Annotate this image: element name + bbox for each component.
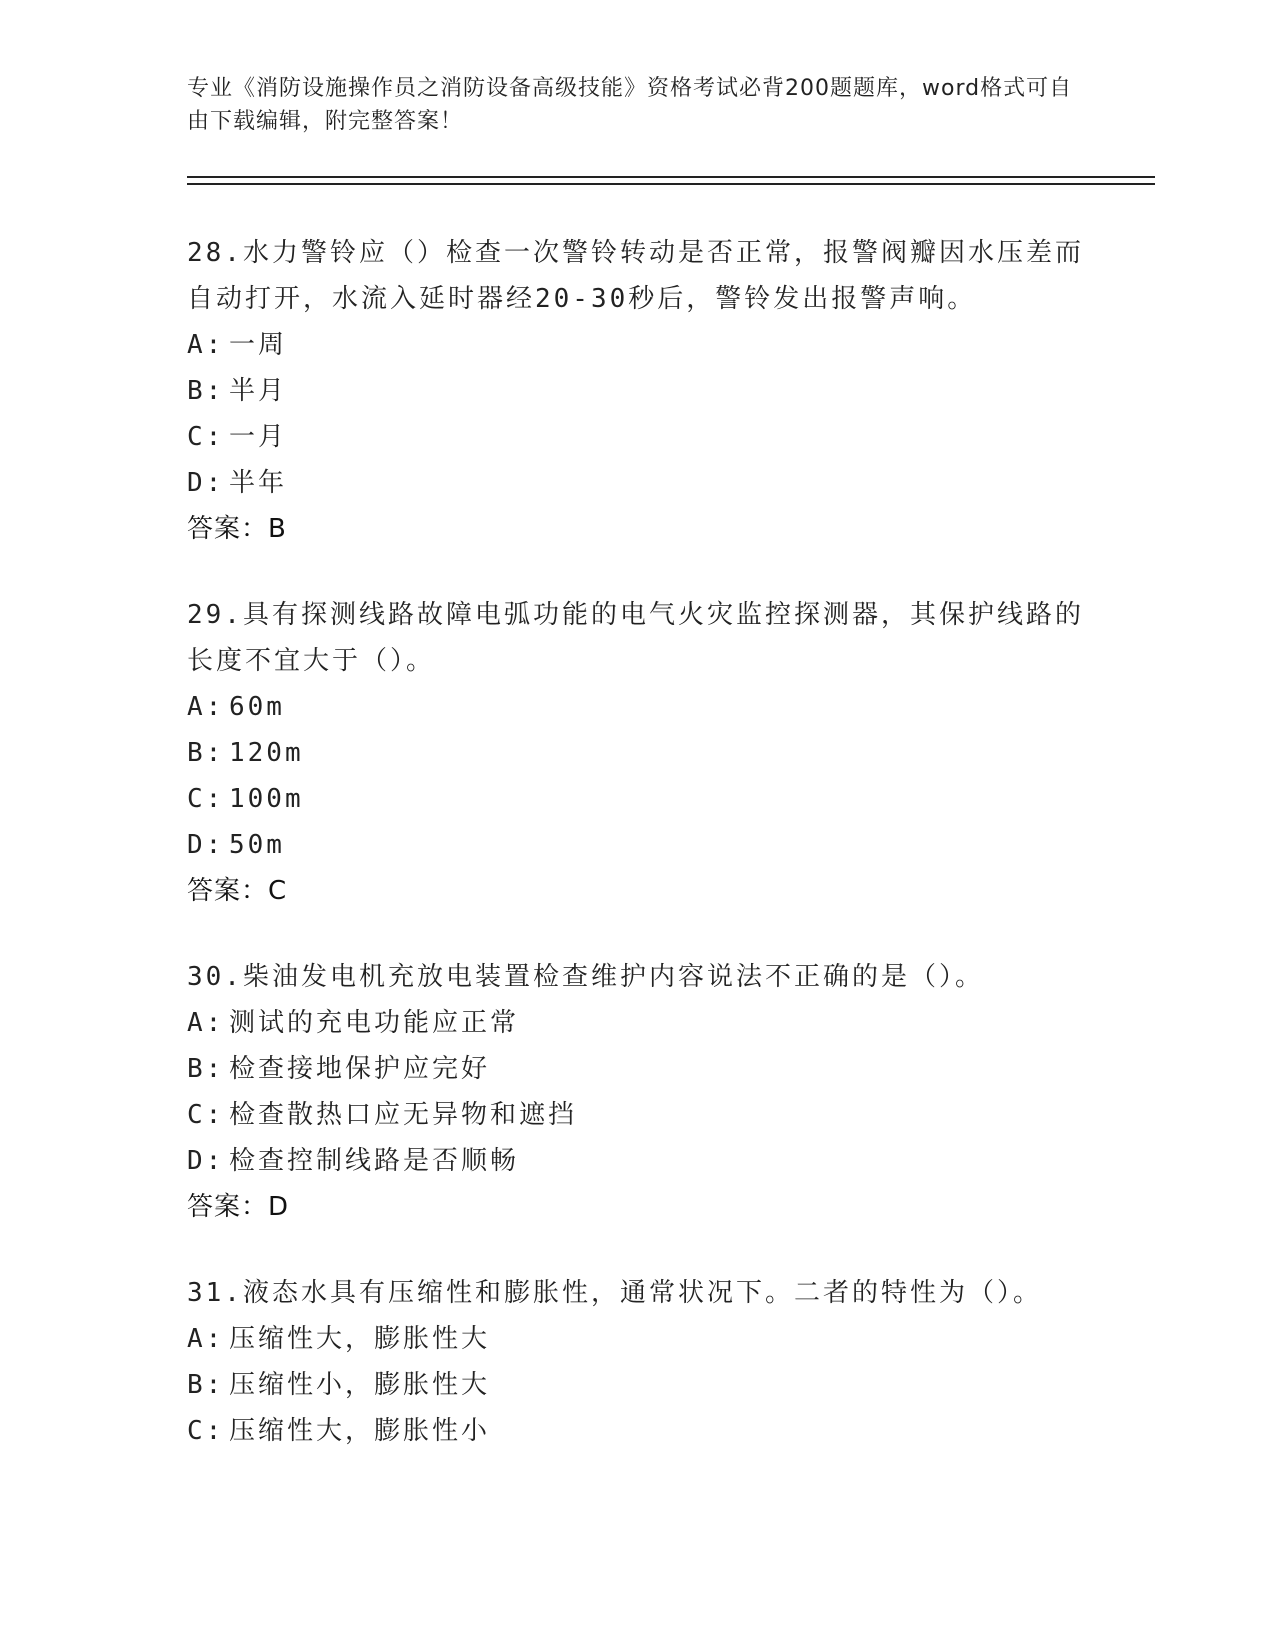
option-d [187, 460, 1087, 506]
option-text: 压缩性大，膨胀性小 [229, 1416, 491, 1446]
question-28 [187, 230, 1087, 552]
option-letter: A: [187, 692, 225, 722]
option-text: 120m [229, 738, 304, 768]
answer-line: 答案：C [187, 876, 288, 906]
option-a [187, 684, 1087, 730]
option-letter: A: [187, 1008, 225, 1038]
option-letter: D: [187, 468, 225, 498]
option-letter: C: [187, 784, 225, 814]
option-letter: A: [187, 1324, 225, 1354]
option-text: 压缩性大，膨胀性大 [229, 1324, 491, 1354]
question-29 [187, 592, 1087, 914]
option-c [187, 1408, 1087, 1454]
option-c [187, 776, 1087, 822]
option-b [187, 730, 1087, 776]
option-b [187, 1362, 1087, 1408]
document-intro: 专业《消防设施操作员之消防设备高级技能》资格考试必背200题题库，word格式可自由下载编辑，附完整答案！ [187, 76, 1073, 134]
option-text: 半月 [229, 376, 288, 406]
option-c [187, 1092, 1087, 1138]
option-text: 测试的充电功能应正常 [229, 1008, 520, 1038]
option-letter: B: [187, 1370, 225, 1400]
option-letter: D: [187, 1146, 225, 1176]
option-text: 检查控制线路是否顺畅 [229, 1146, 520, 1176]
option-a [187, 322, 1087, 368]
option-text: 半年 [229, 468, 288, 498]
header-divider-bottom [187, 183, 1155, 185]
question-31 [187, 1270, 1087, 1454]
option-letter: B: [187, 376, 225, 406]
option-text: 60m [229, 692, 285, 722]
question-list [187, 230, 1087, 1494]
option-b [187, 368, 1087, 414]
option-text: 压缩性小，膨胀性大 [229, 1370, 491, 1400]
option-d [187, 1138, 1087, 1184]
option-letter: B: [187, 1054, 225, 1084]
option-text: 一周 [229, 330, 288, 360]
option-text: 检查散热口应无异物和遮挡 [229, 1100, 578, 1130]
option-b [187, 1046, 1087, 1092]
question-text: 31.液态水具有压缩性和膨胀性，通常状况下。二者的特性为（）。 [187, 1278, 1042, 1308]
option-text: 一月 [229, 422, 288, 452]
answer-line: 答案：B [187, 514, 287, 544]
option-a [187, 1000, 1087, 1046]
option-d [187, 822, 1087, 868]
question-text: 30.柴油发电机充放电装置检查维护内容说法不正确的是（）。 [187, 962, 984, 992]
option-text: 100m [229, 784, 304, 814]
option-a [187, 1316, 1087, 1362]
option-text: 检查接地保护应完好 [229, 1054, 491, 1084]
question-text: 29.具有探测线路故障电弧功能的电气火灾监控探测器，其保护线路的长度不宜大于（）。 [187, 600, 1084, 676]
header-divider-top [187, 176, 1155, 178]
option-c [187, 414, 1087, 460]
option-letter: C: [187, 1416, 225, 1446]
option-letter: C: [187, 422, 225, 452]
answer-line: 答案：D [187, 1192, 290, 1222]
question-30 [187, 954, 1087, 1230]
option-letter: C: [187, 1100, 225, 1130]
option-text: 50m [229, 830, 285, 860]
option-letter: A: [187, 330, 225, 360]
question-text: 28.水力警铃应（）检查一次警铃转动是否正常，报警阀瓣因水压差而自动打开，水流入延时器经20-30秒后，警铃发出报警声响。 [187, 238, 1084, 314]
option-letter: D: [187, 830, 225, 860]
option-letter: B: [187, 738, 225, 768]
